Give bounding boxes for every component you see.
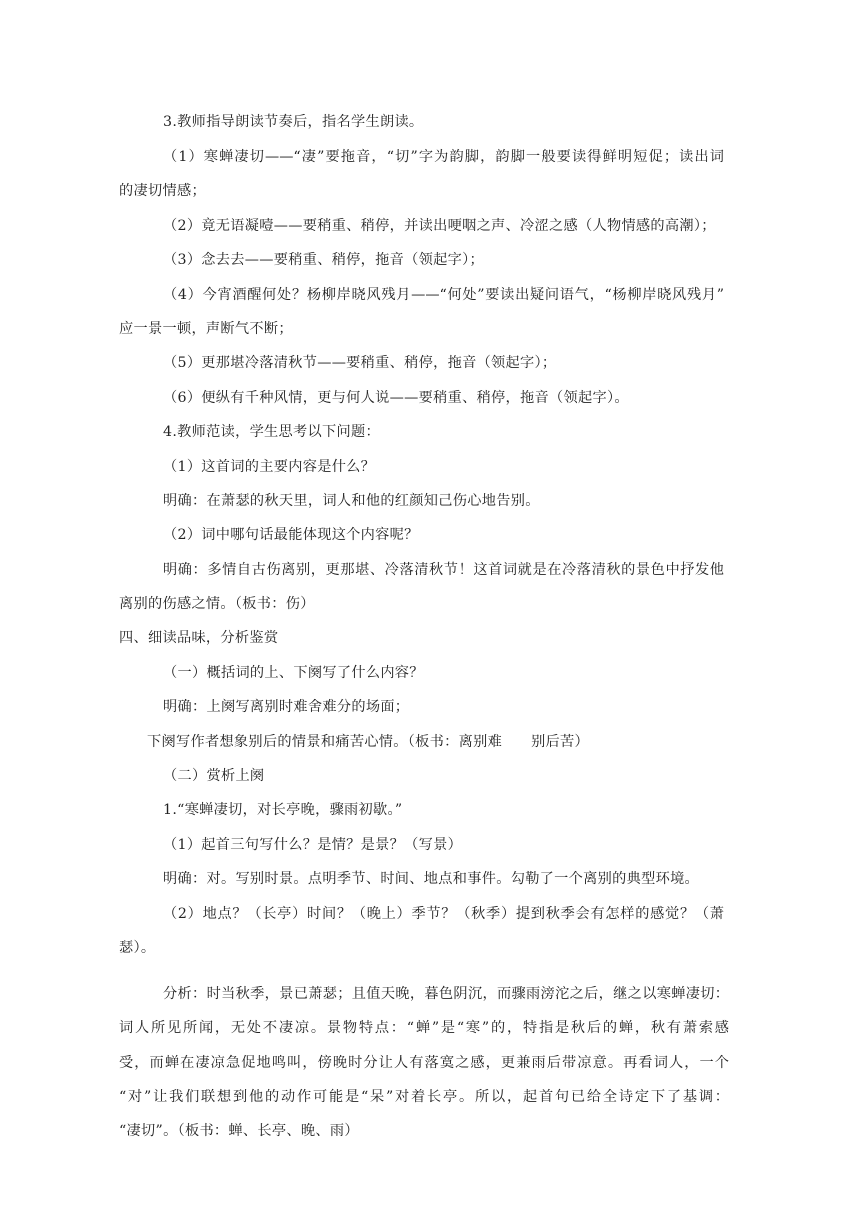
paragraph-line: 应一景一顿，声断气不断；	[119, 321, 293, 337]
paragraph-line: （3）念去去——要稍重、稍停，拖音（领起字）；	[163, 252, 484, 268]
paragraph-line: 明确：对。写别时景。点明季节、时间、地点和事件。勾勒了一个离别的典型环境。	[163, 871, 700, 887]
paragraph-line: （2）词中哪句话最能体现这个内容呢？	[163, 527, 419, 543]
paragraph-line: （1）寒蝉凄切——“凄”要拖音，“切”字为韵脚，韵脚一般要读得鲜明短促；读出词	[163, 149, 724, 165]
paragraph-line: 明确：多情自古伤离别，更那堪、冷落清秋节！这首词就是在冷落清秋的景色中抒发他	[163, 562, 724, 578]
paragraph-line: （4）今宵酒醒何处？杨柳岸晓风残月——“何处”要读出疑问语气，“杨柳岸晓风残月”	[163, 287, 724, 303]
paragraph-line: （二）赏析上阕	[163, 768, 265, 784]
paragraph-line: 明确：上阕写离别时难舍难分的场面；	[163, 699, 410, 715]
paragraph-line: 3.教师指导朗读节奏后，指名学生朗读。	[163, 114, 424, 130]
paragraph-line: （1）起首三句写什么？是情？是景？（写景）	[163, 837, 463, 853]
paragraph-line: （6）便纵有千种风情，更与何人说——要稍重、稍停，拖音（领起字）。	[163, 390, 629, 406]
paragraph-line: “凄切”。（板书：蝉、长亭、晚、雨）	[119, 1123, 359, 1139]
paragraph-line: 离别的伤感之情。（板书：伤）	[119, 596, 315, 612]
paragraph-line: 瑟）。	[119, 940, 156, 956]
paragraph-line: 下阕写作者想象别后的情景和痛苦心情。（板书：离别难 别后苦）	[147, 734, 590, 750]
paragraph-line: 4.教师范读，学生思考以下问题：	[163, 424, 380, 440]
paragraph-line: （5）更那堪冷落清秋节——要稍重、稍停，拖音（领起字）；	[163, 355, 557, 371]
paragraph-line: “对”让我们联想到他的动作可能是“呆”对着长亭。所以，起首句已给全诗定下了基调：	[119, 1089, 729, 1105]
section-heading: 四、细读品味，分析鉴赏	[119, 630, 279, 646]
paragraph-line: 1.“寒蝉凄切，对长亭晚，骤雨初歇。”	[163, 802, 403, 818]
paragraph-line: （1）这首词的主要内容是什么？	[163, 459, 376, 475]
paragraph-line: 词人所见所闻，无处不凄凉。景物特点：“蝉”是“寒”的，特指是秋后的蝉，秋有萧索感	[119, 1020, 729, 1036]
paragraph-line: 受，而蝉在凄凉急促地鸣叫，傍晚时分让人有落寞之感，更兼雨后带凉意。再看词人，一个	[119, 1055, 729, 1071]
paragraph-line: （2）竟无语凝噎——要稍重、稍停，并读出哽咽之声、冷涩之感（人物情感的高潮）；	[163, 218, 716, 234]
paragraph-line: 分析：时当秋季，景已萧瑟；且值天晚，暮色阴沉，而骤雨滂沱之后，继之以寒蝉凄切：	[163, 986, 729, 1002]
paragraph-line: （一）概括词的上、下阕写了什么内容？	[163, 665, 424, 681]
paragraph-line: 明确：在萧瑟的秋天里，词人和他的红颜知己伤心地告别。	[163, 493, 540, 509]
paragraph-line: （2）地点？（长亭）时间？（晚上）季节？（秋季）提到秋季会有怎样的感觉？（萧	[163, 906, 724, 922]
paragraph-line: 的凄切情感；	[119, 183, 206, 199]
